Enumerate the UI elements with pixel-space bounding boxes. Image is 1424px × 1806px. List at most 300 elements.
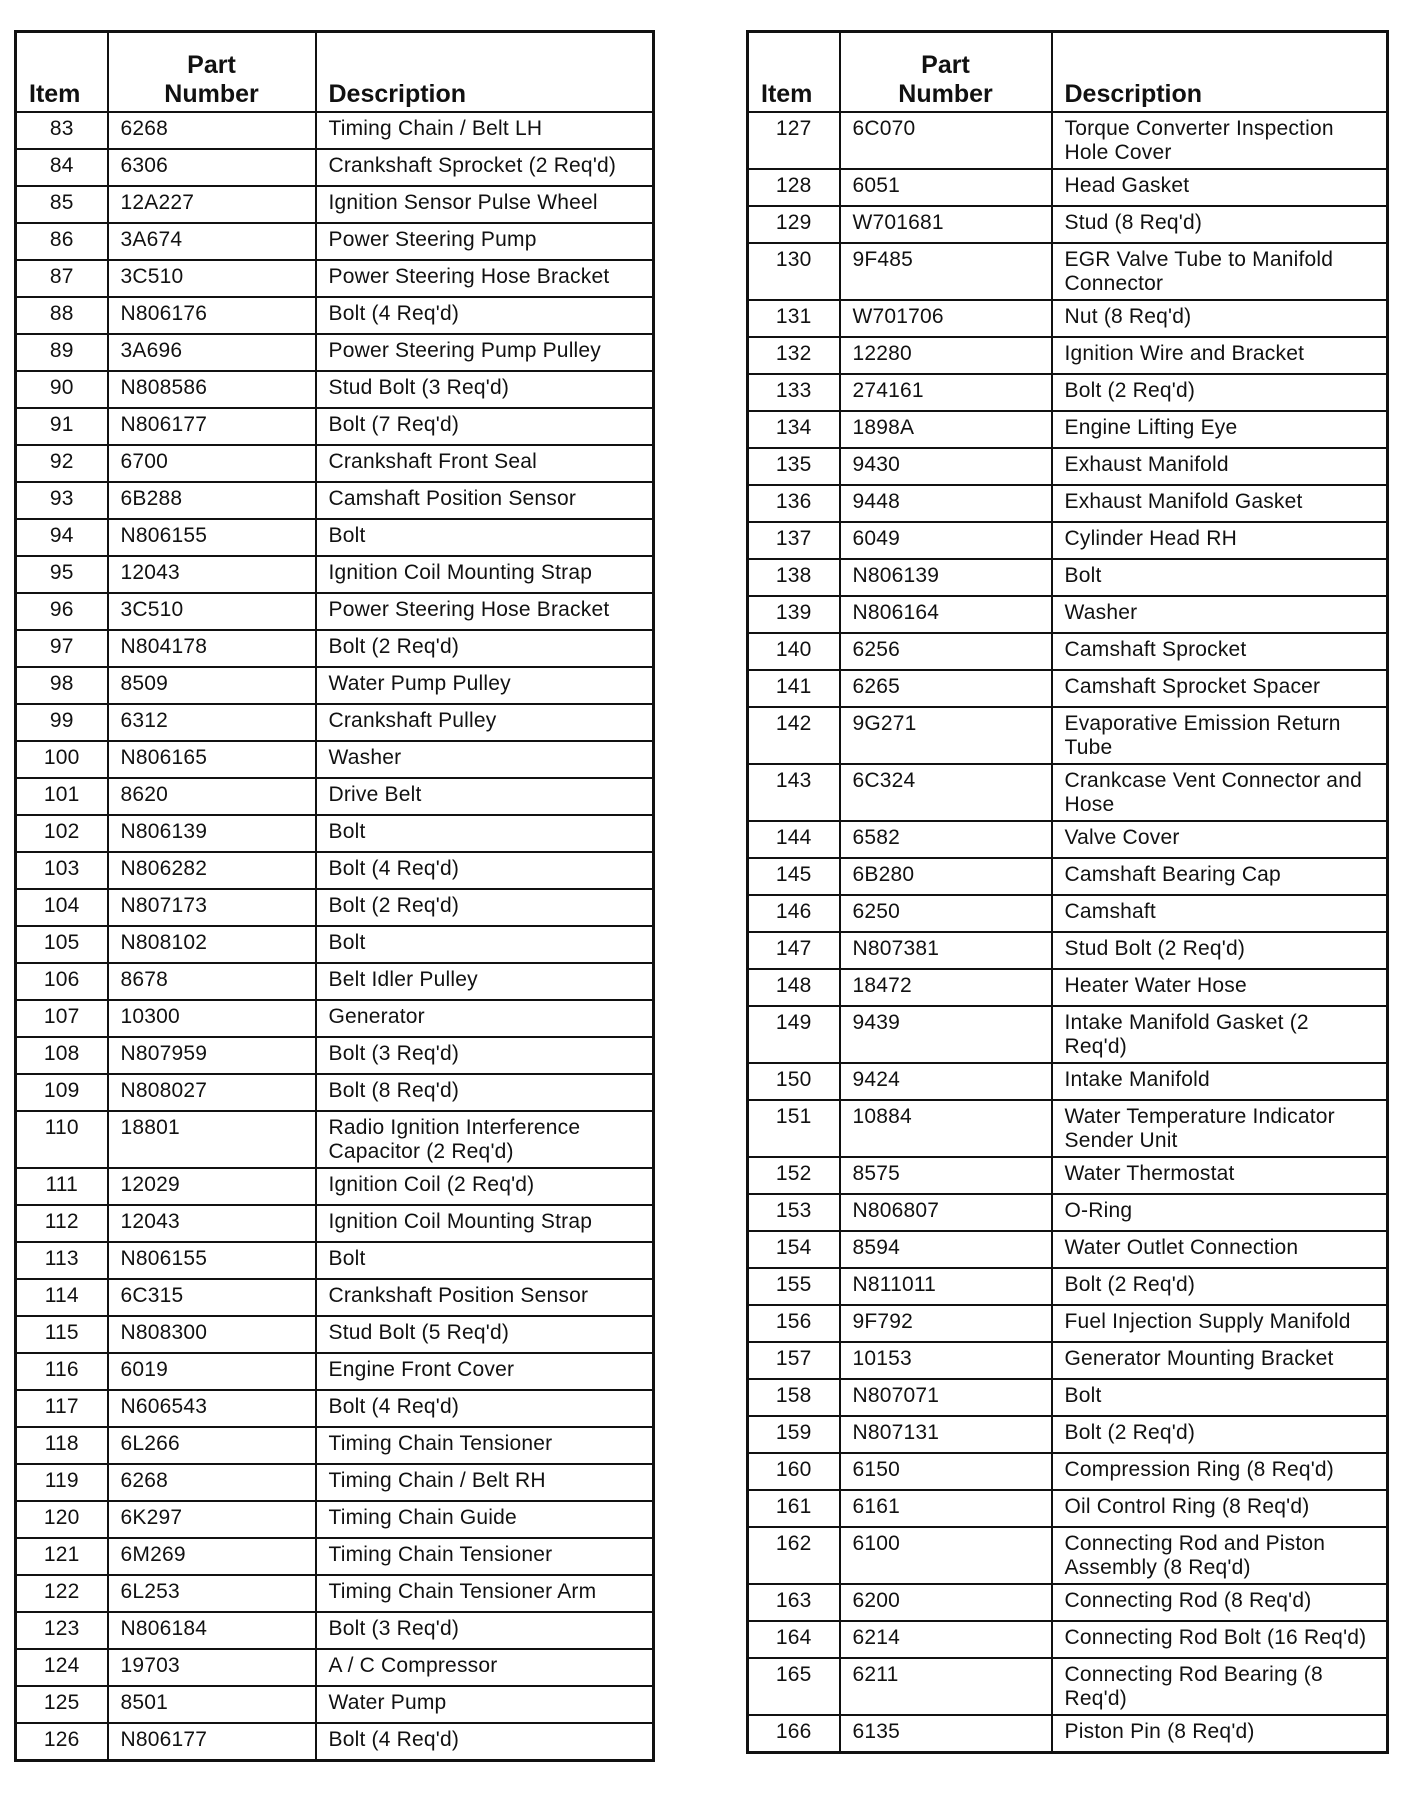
part-number-cell: N806177 xyxy=(108,1723,316,1761)
item-number-cell: 143 xyxy=(748,764,840,821)
part-number-cell: 3C510 xyxy=(108,593,316,630)
description-cell: Crankshaft Sprocket (2 Req'd) xyxy=(316,149,654,186)
part-number-cell: N807131 xyxy=(840,1416,1052,1453)
description-cell: Bolt (4 Req'd) xyxy=(316,852,654,889)
item-number-cell: 157 xyxy=(748,1342,840,1379)
part-number-cell: 10884 xyxy=(840,1100,1052,1157)
part-number-cell: 6C315 xyxy=(108,1279,316,1316)
description-cell: Water Temperature Indicator Sender Unit xyxy=(1052,1100,1388,1157)
table-row xyxy=(748,707,1388,764)
table-row xyxy=(748,1379,1388,1416)
item-number-cell: 83 xyxy=(16,112,108,149)
item-number-cell: 121 xyxy=(16,1538,108,1575)
part-number-cell: 6265 xyxy=(840,670,1052,707)
description-cell: Heater Water Hose xyxy=(1052,969,1388,1006)
table-row xyxy=(748,670,1388,707)
table-row xyxy=(748,596,1388,633)
part-number-cell: 6250 xyxy=(840,895,1052,932)
item-number-cell: 153 xyxy=(748,1194,840,1231)
description-cell: Stud Bolt (5 Req'd) xyxy=(316,1316,654,1353)
item-number-cell: 101 xyxy=(16,778,108,815)
table-row xyxy=(16,186,654,223)
table-row xyxy=(748,169,1388,206)
description-cell: Ignition Coil Mounting Strap xyxy=(316,556,654,593)
part-number-cell: N808102 xyxy=(108,926,316,963)
item-number-cell: 147 xyxy=(748,932,840,969)
item-number-cell: 103 xyxy=(16,852,108,889)
part-number-cell: 1898A xyxy=(840,411,1052,448)
item-number-cell: 138 xyxy=(748,559,840,596)
description-cell: Connecting Rod (8 Req'd) xyxy=(1052,1584,1388,1621)
description-cell: Ignition Sensor Pulse Wheel xyxy=(316,186,654,223)
description-cell: Bolt (4 Req'd) xyxy=(316,297,654,334)
item-number-cell: 96 xyxy=(16,593,108,630)
table-row xyxy=(16,1111,654,1168)
item-number-cell: 111 xyxy=(16,1168,108,1205)
description-cell: Bolt (2 Req'd) xyxy=(316,630,654,667)
part-number-cell: 9439 xyxy=(840,1006,1052,1063)
item-number-cell: 104 xyxy=(16,889,108,926)
table-row xyxy=(16,1538,654,1575)
description-cell: Engine Front Cover xyxy=(316,1353,654,1390)
table-row xyxy=(16,519,654,556)
description-cell: Ignition Coil (2 Req'd) xyxy=(316,1168,654,1205)
table-row xyxy=(16,1501,654,1538)
item-number-cell: 150 xyxy=(748,1063,840,1100)
description-cell: Water Pump xyxy=(316,1686,654,1723)
part-number-cell: 8678 xyxy=(108,963,316,1000)
header-part-number-label: Part Number xyxy=(164,51,259,108)
table-row xyxy=(16,704,654,741)
table-header-row xyxy=(748,32,1388,113)
item-number-cell: 109 xyxy=(16,1074,108,1111)
item-number-cell: 148 xyxy=(748,969,840,1006)
part-number-cell: N806139 xyxy=(840,559,1052,596)
item-number-cell: 158 xyxy=(748,1379,840,1416)
item-number-cell: 152 xyxy=(748,1157,840,1194)
description-cell: Washer xyxy=(316,741,654,778)
table-row xyxy=(16,1353,654,1390)
description-cell: Evaporative Emission Return Tube xyxy=(1052,707,1388,764)
item-number-cell: 94 xyxy=(16,519,108,556)
table-row xyxy=(748,969,1388,1006)
item-number-cell: 144 xyxy=(748,821,840,858)
part-number-cell: 8575 xyxy=(840,1157,1052,1194)
parts-table-right xyxy=(746,30,1389,1754)
part-number-cell: N806164 xyxy=(840,596,1052,633)
item-number-cell: 164 xyxy=(748,1621,840,1658)
table-row xyxy=(748,485,1388,522)
description-cell: Camshaft Position Sensor xyxy=(316,482,654,519)
item-number-cell: 161 xyxy=(748,1490,840,1527)
table-row xyxy=(748,1100,1388,1157)
table-row xyxy=(748,112,1388,169)
item-number-cell: 141 xyxy=(748,670,840,707)
description-cell: Bolt xyxy=(1052,559,1388,596)
table-row xyxy=(748,1006,1388,1063)
description-cell: Water Outlet Connection xyxy=(1052,1231,1388,1268)
part-number-cell: 6700 xyxy=(108,445,316,482)
item-number-cell: 146 xyxy=(748,895,840,932)
item-number-cell: 117 xyxy=(16,1390,108,1427)
part-number-cell: N806184 xyxy=(108,1612,316,1649)
item-number-cell: 105 xyxy=(16,926,108,963)
part-number-cell: 6L253 xyxy=(108,1575,316,1612)
description-cell: Bolt (2 Req'd) xyxy=(1052,1416,1388,1453)
part-number-cell: 6L266 xyxy=(108,1427,316,1464)
part-number-cell: 9F485 xyxy=(840,243,1052,300)
item-number-cell: 87 xyxy=(16,260,108,297)
item-number-cell: 162 xyxy=(748,1527,840,1584)
table-row xyxy=(16,149,654,186)
part-number-cell: W701681 xyxy=(840,206,1052,243)
description-cell: Engine Lifting Eye xyxy=(1052,411,1388,448)
description-cell: Bolt xyxy=(316,815,654,852)
item-number-cell: 155 xyxy=(748,1268,840,1305)
table-row xyxy=(16,1205,654,1242)
item-number-cell: 118 xyxy=(16,1427,108,1464)
item-number-cell: 89 xyxy=(16,334,108,371)
part-number-cell: N806282 xyxy=(108,852,316,889)
item-number-cell: 84 xyxy=(16,149,108,186)
description-cell: Exhaust Manifold xyxy=(1052,448,1388,485)
part-number-cell: 6211 xyxy=(840,1658,1052,1715)
part-number-cell: 3A674 xyxy=(108,223,316,260)
header-description: Description xyxy=(1052,32,1388,113)
item-number-cell: 156 xyxy=(748,1305,840,1342)
description-cell: Radio Ignition Interference Capacitor (2 Req'd) xyxy=(316,1111,654,1168)
table-row xyxy=(16,408,654,445)
part-number-cell: 6B280 xyxy=(840,858,1052,895)
part-number-cell: 6582 xyxy=(840,821,1052,858)
item-number-cell: 160 xyxy=(748,1453,840,1490)
description-cell: Cylinder Head RH xyxy=(1052,522,1388,559)
part-number-cell: 6150 xyxy=(840,1453,1052,1490)
part-number-cell: 12029 xyxy=(108,1168,316,1205)
part-number-cell: 3A696 xyxy=(108,334,316,371)
header-item: Item xyxy=(16,32,108,113)
description-cell: Generator Mounting Bracket xyxy=(1052,1342,1388,1379)
description-cell: Water Pump Pulley xyxy=(316,667,654,704)
description-cell: Timing Chain Guide xyxy=(316,1501,654,1538)
description-cell: Water Thermostat xyxy=(1052,1157,1388,1194)
item-number-cell: 131 xyxy=(748,300,840,337)
part-number-cell: 9448 xyxy=(840,485,1052,522)
table-row xyxy=(748,1194,1388,1231)
table-row xyxy=(748,448,1388,485)
item-number-cell: 102 xyxy=(16,815,108,852)
item-number-cell: 116 xyxy=(16,1353,108,1390)
description-cell: Bolt (3 Req'd) xyxy=(316,1612,654,1649)
item-number-cell: 165 xyxy=(748,1658,840,1715)
table-row xyxy=(16,889,654,926)
part-number-cell: 12043 xyxy=(108,1205,316,1242)
table-row xyxy=(748,559,1388,596)
part-number-cell: 6K297 xyxy=(108,1501,316,1538)
description-cell: Torque Converter Inspection Hole Cover xyxy=(1052,112,1388,169)
description-cell: Bolt xyxy=(316,1242,654,1279)
part-number-cell: N606543 xyxy=(108,1390,316,1427)
item-number-cell: 140 xyxy=(748,633,840,670)
part-number-cell: 3C510 xyxy=(108,260,316,297)
table-row xyxy=(748,1621,1388,1658)
description-cell: Stud Bolt (3 Req'd) xyxy=(316,371,654,408)
description-cell: Bolt (7 Req'd) xyxy=(316,408,654,445)
part-number-cell: N808027 xyxy=(108,1074,316,1111)
item-number-cell: 107 xyxy=(16,1000,108,1037)
item-number-cell: 125 xyxy=(16,1686,108,1723)
part-number-cell: 12A227 xyxy=(108,186,316,223)
item-number-cell: 112 xyxy=(16,1205,108,1242)
item-number-cell: 85 xyxy=(16,186,108,223)
item-number-cell: 151 xyxy=(748,1100,840,1157)
description-cell: Stud Bolt (2 Req'd) xyxy=(1052,932,1388,969)
description-cell: Timing Chain Tensioner xyxy=(316,1427,654,1464)
description-cell: Bolt (4 Req'd) xyxy=(316,1723,654,1761)
part-number-cell: 6306 xyxy=(108,149,316,186)
part-number-cell: 6312 xyxy=(108,704,316,741)
table-row xyxy=(748,206,1388,243)
description-cell: Generator xyxy=(316,1000,654,1037)
part-number-cell: N806177 xyxy=(108,408,316,445)
table-row xyxy=(748,337,1388,374)
description-cell: Crankshaft Position Sensor xyxy=(316,1279,654,1316)
part-number-cell: 18472 xyxy=(840,969,1052,1006)
description-cell: Timing Chain Tensioner xyxy=(316,1538,654,1575)
table-row xyxy=(748,633,1388,670)
table-row xyxy=(16,1464,654,1501)
part-number-cell: N807959 xyxy=(108,1037,316,1074)
description-cell: Connecting Rod and Piston Assembly (8 Req'd) xyxy=(1052,1527,1388,1584)
table-row xyxy=(16,1575,654,1612)
description-cell: Crankshaft Front Seal xyxy=(316,445,654,482)
table-row xyxy=(748,1658,1388,1715)
table-header-row xyxy=(16,32,654,113)
item-number-cell: 86 xyxy=(16,223,108,260)
item-number-cell: 137 xyxy=(748,522,840,559)
part-number-cell: 6256 xyxy=(840,633,1052,670)
table-row xyxy=(748,411,1388,448)
part-number-cell: 10300 xyxy=(108,1000,316,1037)
table-row xyxy=(16,260,654,297)
description-cell: Piston Pin (8 Req'd) xyxy=(1052,1715,1388,1753)
part-number-cell: 9F792 xyxy=(840,1305,1052,1342)
description-cell: Valve Cover xyxy=(1052,821,1388,858)
description-cell: Timing Chain / Belt RH xyxy=(316,1464,654,1501)
part-number-cell: 12043 xyxy=(108,556,316,593)
item-number-cell: 106 xyxy=(16,963,108,1000)
table-row xyxy=(748,1715,1388,1753)
table-row xyxy=(16,1168,654,1205)
description-cell: Timing Chain Tensioner Arm xyxy=(316,1575,654,1612)
description-cell: Stud (8 Req'd) xyxy=(1052,206,1388,243)
table-row xyxy=(16,1649,654,1686)
description-cell: Connecting Rod Bolt (16 Req'd) xyxy=(1052,1621,1388,1658)
description-cell: Camshaft Sprocket Spacer xyxy=(1052,670,1388,707)
table-row xyxy=(16,1316,654,1353)
item-number-cell: 115 xyxy=(16,1316,108,1353)
description-cell: EGR Valve Tube to Manifold Connector xyxy=(1052,243,1388,300)
item-number-cell: 97 xyxy=(16,630,108,667)
table-row xyxy=(16,963,654,1000)
description-cell: Intake Manifold xyxy=(1052,1063,1388,1100)
item-number-cell: 114 xyxy=(16,1279,108,1316)
table-row xyxy=(748,1157,1388,1194)
table-row xyxy=(16,1242,654,1279)
item-number-cell: 92 xyxy=(16,445,108,482)
part-number-cell: N807381 xyxy=(840,932,1052,969)
part-number-cell: 274161 xyxy=(840,374,1052,411)
table-row xyxy=(748,1342,1388,1379)
part-number-cell: 6214 xyxy=(840,1621,1052,1658)
description-cell: Oil Control Ring (8 Req'd) xyxy=(1052,1490,1388,1527)
item-number-cell: 90 xyxy=(16,371,108,408)
table-row xyxy=(16,593,654,630)
table-row xyxy=(16,741,654,778)
part-number-cell: N806139 xyxy=(108,815,316,852)
header-part-number-label: Part Number xyxy=(898,51,993,108)
part-number-cell: 19703 xyxy=(108,1649,316,1686)
part-number-cell: N806165 xyxy=(108,741,316,778)
table-row xyxy=(16,926,654,963)
description-cell: Crankshaft Pulley xyxy=(316,704,654,741)
part-number-cell: 6200 xyxy=(840,1584,1052,1621)
item-number-cell: 88 xyxy=(16,297,108,334)
header-item: Item xyxy=(748,32,840,113)
part-number-cell: 8594 xyxy=(840,1231,1052,1268)
description-cell: Camshaft Sprocket xyxy=(1052,633,1388,670)
table-row xyxy=(748,895,1388,932)
description-cell: Belt Idler Pulley xyxy=(316,963,654,1000)
table-row xyxy=(748,1453,1388,1490)
part-number-cell: N808586 xyxy=(108,371,316,408)
header-description: Description xyxy=(316,32,654,113)
table-row xyxy=(748,1063,1388,1100)
table-row xyxy=(16,297,654,334)
table-row xyxy=(748,374,1388,411)
part-number-cell: 6B288 xyxy=(108,482,316,519)
table-row xyxy=(16,1074,654,1111)
part-number-cell: 9430 xyxy=(840,448,1052,485)
table-row xyxy=(16,445,654,482)
description-cell: Bolt (3 Req'd) xyxy=(316,1037,654,1074)
description-cell: Drive Belt xyxy=(316,778,654,815)
description-cell: O-Ring xyxy=(1052,1194,1388,1231)
item-number-cell: 142 xyxy=(748,707,840,764)
item-number-cell: 145 xyxy=(748,858,840,895)
part-number-cell: 6135 xyxy=(840,1715,1052,1753)
description-cell: Bolt (4 Req'd) xyxy=(316,1390,654,1427)
description-cell: Washer xyxy=(1052,596,1388,633)
table-row xyxy=(16,371,654,408)
table-row xyxy=(748,858,1388,895)
item-number-cell: 95 xyxy=(16,556,108,593)
part-number-cell: N808300 xyxy=(108,1316,316,1353)
description-cell: Fuel Injection Supply Manifold xyxy=(1052,1305,1388,1342)
description-cell: Power Steering Hose Bracket xyxy=(316,260,654,297)
description-cell: Bolt (2 Req'd) xyxy=(1052,374,1388,411)
part-number-cell: N806807 xyxy=(840,1194,1052,1231)
header-part-number xyxy=(108,32,316,113)
part-number-cell: N806155 xyxy=(108,519,316,556)
table-row xyxy=(16,1427,654,1464)
part-number-cell: 12280 xyxy=(840,337,1052,374)
item-number-cell: 122 xyxy=(16,1575,108,1612)
table-row xyxy=(16,1037,654,1074)
table-row xyxy=(16,1686,654,1723)
part-number-cell: W701706 xyxy=(840,300,1052,337)
part-number-cell: 6268 xyxy=(108,112,316,149)
description-cell: Nut (8 Req'd) xyxy=(1052,300,1388,337)
table-row xyxy=(16,852,654,889)
item-number-cell: 93 xyxy=(16,482,108,519)
item-number-cell: 163 xyxy=(748,1584,840,1621)
description-cell: Power Steering Hose Bracket xyxy=(316,593,654,630)
part-number-cell: 6M269 xyxy=(108,1538,316,1575)
item-number-cell: 166 xyxy=(748,1715,840,1753)
table-row xyxy=(16,1390,654,1427)
part-number-cell: 6051 xyxy=(840,169,1052,206)
item-number-cell: 159 xyxy=(748,1416,840,1453)
part-number-cell: N806176 xyxy=(108,297,316,334)
part-number-cell: 10153 xyxy=(840,1342,1052,1379)
table-row xyxy=(16,778,654,815)
description-cell: Compression Ring (8 Req'd) xyxy=(1052,1453,1388,1490)
item-number-cell: 123 xyxy=(16,1612,108,1649)
description-cell: Bolt (2 Req'd) xyxy=(316,889,654,926)
table-row xyxy=(748,821,1388,858)
table-row xyxy=(16,334,654,371)
table-row xyxy=(16,1279,654,1316)
item-number-cell: 126 xyxy=(16,1723,108,1761)
description-cell: Power Steering Pump xyxy=(316,223,654,260)
item-number-cell: 130 xyxy=(748,243,840,300)
table-row xyxy=(748,764,1388,821)
description-cell: Ignition Coil Mounting Strap xyxy=(316,1205,654,1242)
part-number-cell: 6268 xyxy=(108,1464,316,1501)
description-cell: Bolt xyxy=(316,926,654,963)
item-number-cell: 132 xyxy=(748,337,840,374)
description-cell: Bolt xyxy=(1052,1379,1388,1416)
part-number-cell: 6161 xyxy=(840,1490,1052,1527)
part-number-cell: N804178 xyxy=(108,630,316,667)
description-cell: Intake Manifold Gasket (2 Req'd) xyxy=(1052,1006,1388,1063)
part-number-cell: 6C324 xyxy=(840,764,1052,821)
description-cell: Bolt (2 Req'd) xyxy=(1052,1268,1388,1305)
part-number-cell: 8501 xyxy=(108,1686,316,1723)
table-row xyxy=(16,1000,654,1037)
table-row xyxy=(16,815,654,852)
description-cell: Connecting Rod Bearing (8 Req'd) xyxy=(1052,1658,1388,1715)
item-number-cell: 154 xyxy=(748,1231,840,1268)
description-cell: Ignition Wire and Bracket xyxy=(1052,337,1388,374)
description-cell: A / C Compressor xyxy=(316,1649,654,1686)
parts-table-left xyxy=(14,30,655,1762)
item-number-cell: 127 xyxy=(748,112,840,169)
part-number-cell: N807173 xyxy=(108,889,316,926)
table-row xyxy=(16,1612,654,1649)
table-row xyxy=(16,112,654,149)
item-number-cell: 124 xyxy=(16,1649,108,1686)
part-number-cell: N811011 xyxy=(840,1268,1052,1305)
item-number-cell: 99 xyxy=(16,704,108,741)
item-number-cell: 120 xyxy=(16,1501,108,1538)
table-row xyxy=(748,1268,1388,1305)
table-row xyxy=(748,522,1388,559)
description-cell: Power Steering Pump Pulley xyxy=(316,334,654,371)
item-number-cell: 110 xyxy=(16,1111,108,1168)
part-number-cell: N806155 xyxy=(108,1242,316,1279)
